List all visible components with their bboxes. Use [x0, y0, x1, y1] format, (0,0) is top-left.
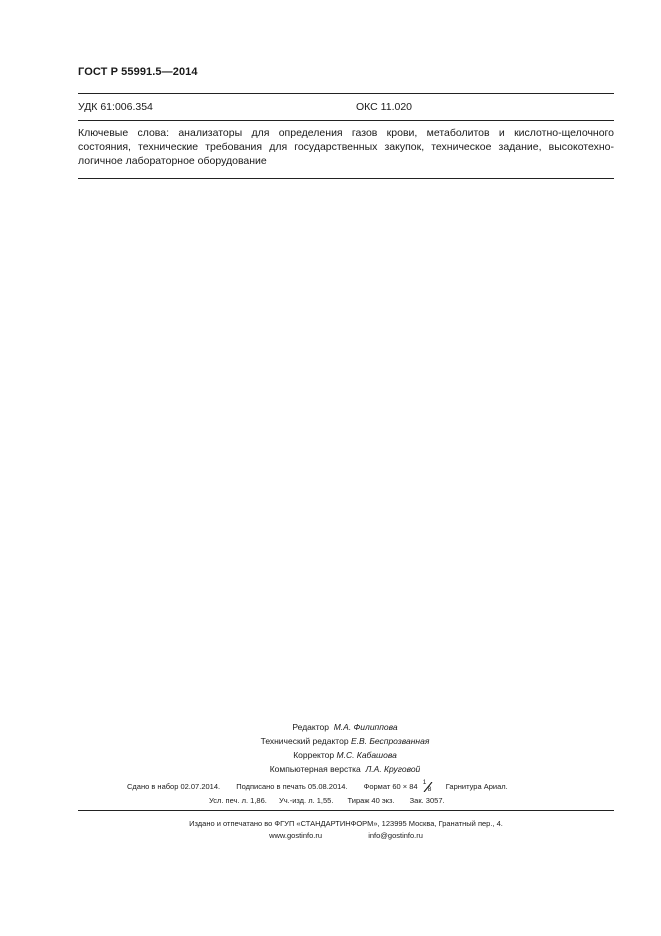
tech-editor-label: Технический редактор — [260, 736, 349, 746]
format-denominator: 8 — [427, 786, 432, 793]
edition-sheets: Уч.-изд. л. 1,55. — [278, 796, 334, 805]
circulation: Тираж 40 экз. — [347, 796, 395, 805]
editor-row — [200, 720, 490, 734]
layout-label: Компьютерная верстка — [269, 764, 361, 774]
typeface: Гарнитура Ариал. — [445, 781, 508, 791]
top-divider — [78, 93, 614, 94]
format-numerator: 1 — [422, 779, 427, 786]
publication-line-1 — [78, 781, 614, 793]
imprint-block — [78, 818, 614, 842]
publisher-line: Издано и отпечатано во ФГУП «СТАНДАРТИНФОРМ», 123995 Москва, Гранатный пер., 4. — [189, 819, 503, 828]
layout-row — [200, 762, 490, 776]
corrector-label: Корректор — [293, 750, 335, 760]
website-link[interactable]: www.gostinfo.ru — [269, 831, 323, 840]
format-fraction — [420, 781, 434, 793]
print-sheets: Усл. печ. л. 1,86. — [209, 796, 267, 805]
publication-line-2 — [78, 796, 614, 805]
format-label: Формат 60 × 84 — [363, 781, 418, 791]
layout-name: Л.А. Круговой — [365, 764, 421, 774]
standard-number: ГОСТ Р 55991.5—2014 — [78, 66, 198, 78]
keywords-divider — [78, 178, 614, 179]
contacts-line — [78, 830, 614, 842]
keywords-line: Ключевые слова: анализаторы для определения газов крови, метаболитов и кислотно-щелочного — [78, 127, 614, 139]
corrector-name: М.С. Кабашова — [336, 750, 397, 760]
udk-code: УДК 61:006.354 — [78, 101, 153, 113]
oks-code: ОКС 11.020 — [356, 101, 413, 113]
keywords-line: состояния, технические требования для государственных закупок, техническое задание, высокотехно- — [78, 141, 614, 153]
submitted-date: Сдано в набор 02.07.2014. — [127, 781, 221, 791]
tech-editor-row — [200, 734, 490, 748]
email-link[interactable]: info@gostinfo.ru — [368, 831, 423, 840]
keywords-line: логичное лабораторное оборудование — [78, 155, 267, 167]
keywords-paragraph — [78, 126, 614, 168]
classification-divider — [78, 120, 614, 121]
editor-name: М.А. Филиппова — [333, 722, 398, 732]
signed-date: Подписано в печать 05.08.2014. — [236, 781, 348, 791]
tech-editor-name: Е.В. Беспрозванная — [350, 736, 430, 746]
editor-label: Редактор — [292, 722, 329, 732]
corrector-row — [200, 748, 490, 762]
imprint-divider — [78, 810, 614, 811]
order-number: Зак. 3057. — [409, 796, 445, 805]
credits-block — [200, 720, 490, 776]
